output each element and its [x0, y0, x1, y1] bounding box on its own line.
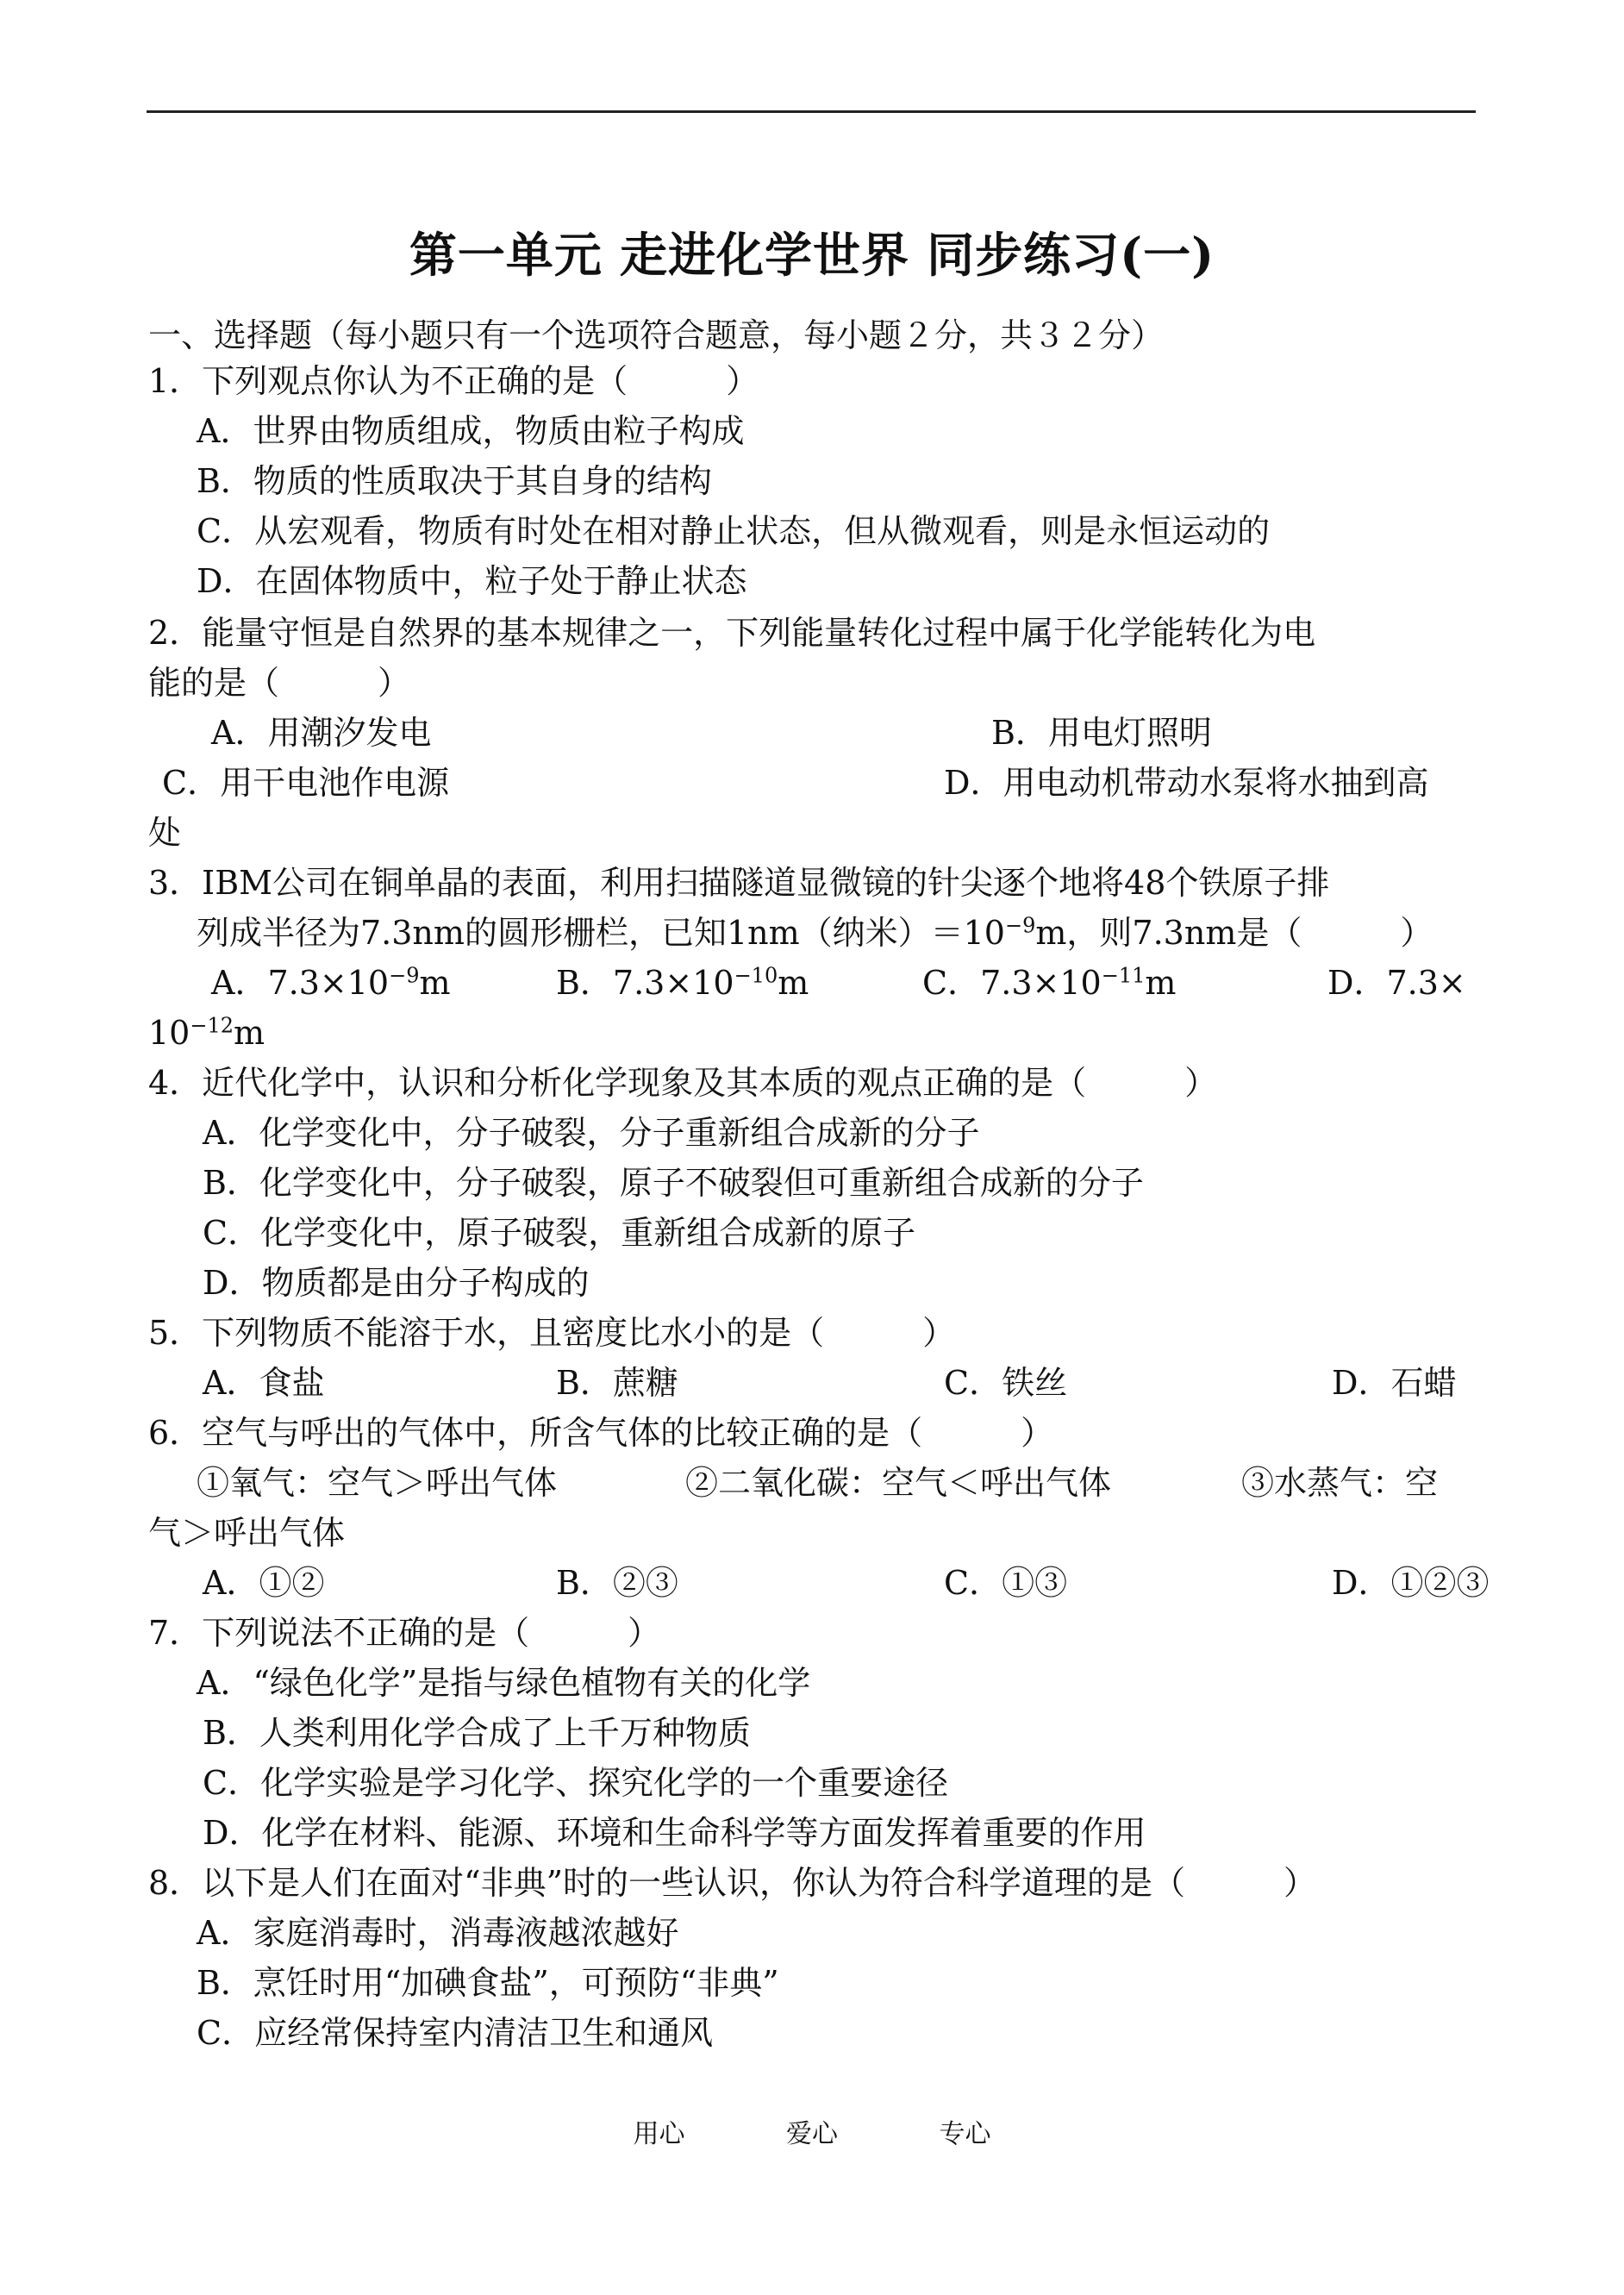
- question-1-option-c: C．从宏观看，物质有时处在相对静止状态，但从微观看，则是永恒运动的: [197, 512, 1271, 550]
- question-3-stem-line-2: [197, 912, 1433, 954]
- question-8-option-a: A．家庭消毒时，消毒液越浓越好: [197, 1914, 679, 1952]
- question-3-option-b-unit: m: [778, 964, 809, 1002]
- question-3-option-c-unit: m: [1145, 964, 1177, 1002]
- footer-word-2: 爱心: [786, 2119, 838, 2149]
- question-2-option-d: D．用电动机带动水泵将水抽到高: [944, 764, 1429, 802]
- question-5-option-c: C．铁丝: [944, 1364, 1068, 1402]
- question-3-stem-line-2-text: 列成半径为7.3nm的圆形栅栏，已知1nm（纳米）＝10: [197, 914, 1005, 952]
- question-7-stem: 7．下列说法不正确的是（ ）: [148, 1614, 661, 1652]
- question-3-option-c-exponent: −11: [1101, 963, 1146, 988]
- question-3-option-d-unit: m: [234, 1014, 265, 1052]
- question-1-stem: 1．下列观点你认为不正确的是（ ）: [148, 362, 759, 400]
- question-7-option-d: D．化学在材料、能源、环境和生命科学等方面发挥着重要的作用: [203, 1814, 1146, 1852]
- question-3-option-d: D．7.3×: [1327, 964, 1466, 1002]
- question-4-option-a: A．化学变化中，分子破裂，分子重新组合成新的分子: [203, 1114, 980, 1152]
- question-5-stem: 5．下列物质不能溶于水，且密度比水小的是（ ）: [148, 1314, 956, 1352]
- question-3-option-d-exponent: −12: [190, 1013, 234, 1038]
- question-4-option-c: C．化学变化中，原子破裂，重新组合成新的原子: [203, 1214, 916, 1252]
- question-6-option-c: C．①③: [944, 1564, 1068, 1602]
- footer-word-1: 用心: [633, 2119, 685, 2149]
- page-title: 第一单元 走进化学世界 同步练习(一): [409, 227, 1215, 283]
- question-3-option-a-unit: m: [419, 964, 451, 1002]
- question-3-stem-line-1: 3．IBM公司在铜单晶的表面，利用扫描隧道显微镜的针尖逐个地将48个铁原子排: [148, 864, 1330, 902]
- question-4-option-d: D．物质都是由分子构成的: [203, 1264, 590, 1302]
- question-3-option-c: [922, 962, 1176, 1004]
- question-6-stem: 6．空气与呼出的气体中，所含气体的比较正确的是（ ）: [148, 1414, 1054, 1452]
- question-3-option-a-base: A．7.3×10: [211, 964, 390, 1002]
- question-6-option-a: A．①②: [203, 1564, 325, 1602]
- section-heading: 一、选择题（每小题只有一个选项符合题意，每小题２分，共３２分）: [148, 316, 1165, 354]
- question-1-option-d: D．在固体物质中，粒子处于静止状态: [197, 562, 747, 600]
- question-3-option-d-base: 10: [148, 1014, 191, 1052]
- question-1-option-b: B．物质的性质取决于其自身的结构: [197, 462, 712, 500]
- question-7-option-c: C．化学实验是学习化学、探究化学的一个重要途径: [203, 1764, 949, 1802]
- question-5-option-d: D．石蜡: [1332, 1364, 1457, 1402]
- question-2-option-b: B．用电灯照明: [991, 714, 1212, 752]
- question-2-option-c: C．用干电池作电源: [162, 764, 450, 802]
- question-2-stem-line-1: 2．能量守恒是自然界的基本规律之一，下列能量转化过程中属于化学能转化为电: [148, 614, 1316, 652]
- question-5-option-a: A．食盐: [203, 1364, 325, 1402]
- question-6-option-b: B．②③: [556, 1564, 678, 1602]
- question-6-statement-3: ③水蒸气：空: [1241, 1464, 1439, 1502]
- question-3-stem-exponent: −9: [1004, 913, 1036, 938]
- question-4-option-b: B．化学变化中，分子破裂，原子不破裂但可重新组合成新的分子: [203, 1164, 1144, 1202]
- question-8-stem: 8．以下是人们在面对“非典”时的一些认识，你认为符合科学道理的是（ ）: [148, 1864, 1317, 1902]
- footer-word-3: 专心: [939, 2119, 991, 2149]
- question-3-option-a: [211, 962, 451, 1004]
- question-2-option-d-continued: 处: [148, 814, 182, 852]
- question-3-option-b-base: B．7.3×10: [556, 964, 734, 1002]
- question-1-option-a: A．世界由物质组成，物质由粒子构成: [197, 412, 745, 450]
- question-8-option-b: B．烹饪时用“加碘食盐”，可预防“非典”: [197, 1964, 779, 2002]
- question-7-option-b: B．人类利用化学合成了上千万种物质: [203, 1714, 751, 1752]
- page-footer: [0, 2112, 1624, 2150]
- question-3-stem-line-2-tail: m，则7.3nm是（ ）: [1035, 914, 1433, 952]
- question-5-option-b: B．蔗糖: [556, 1364, 678, 1402]
- question-3-option-c-base: C．7.3×10: [922, 964, 1102, 1002]
- question-3-option-a-exponent: −9: [389, 963, 420, 988]
- question-2-option-a: A．用潮汐发电: [211, 714, 432, 752]
- question-3-option-b: [556, 962, 809, 1004]
- question-6-statement-2: ②二氧化碳：空气＜呼出气体: [685, 1464, 1112, 1502]
- header-rule: [147, 110, 1476, 113]
- question-6-statement-1: ①氧气：空气＞呼出气体: [197, 1464, 558, 1502]
- question-8-option-c: C．应经常保持室内清洁卫生和通风: [197, 2014, 714, 2052]
- question-7-option-a: A．“绿色化学”是指与绿色植物有关的化学: [197, 1664, 811, 1702]
- question-3-option-d-continued: [148, 1012, 265, 1054]
- question-4-stem: 4．近代化学中，认识和分析化学现象及其本质的观点正确的是（ ）: [148, 1064, 1218, 1102]
- question-6-statement-3-continued: 气＞呼出气体: [148, 1514, 346, 1552]
- question-2-stem-line-2: 能的是（ ）: [148, 664, 411, 702]
- question-3-option-b-exponent: −10: [734, 963, 778, 988]
- question-6-option-d: D．①②③: [1332, 1564, 1490, 1602]
